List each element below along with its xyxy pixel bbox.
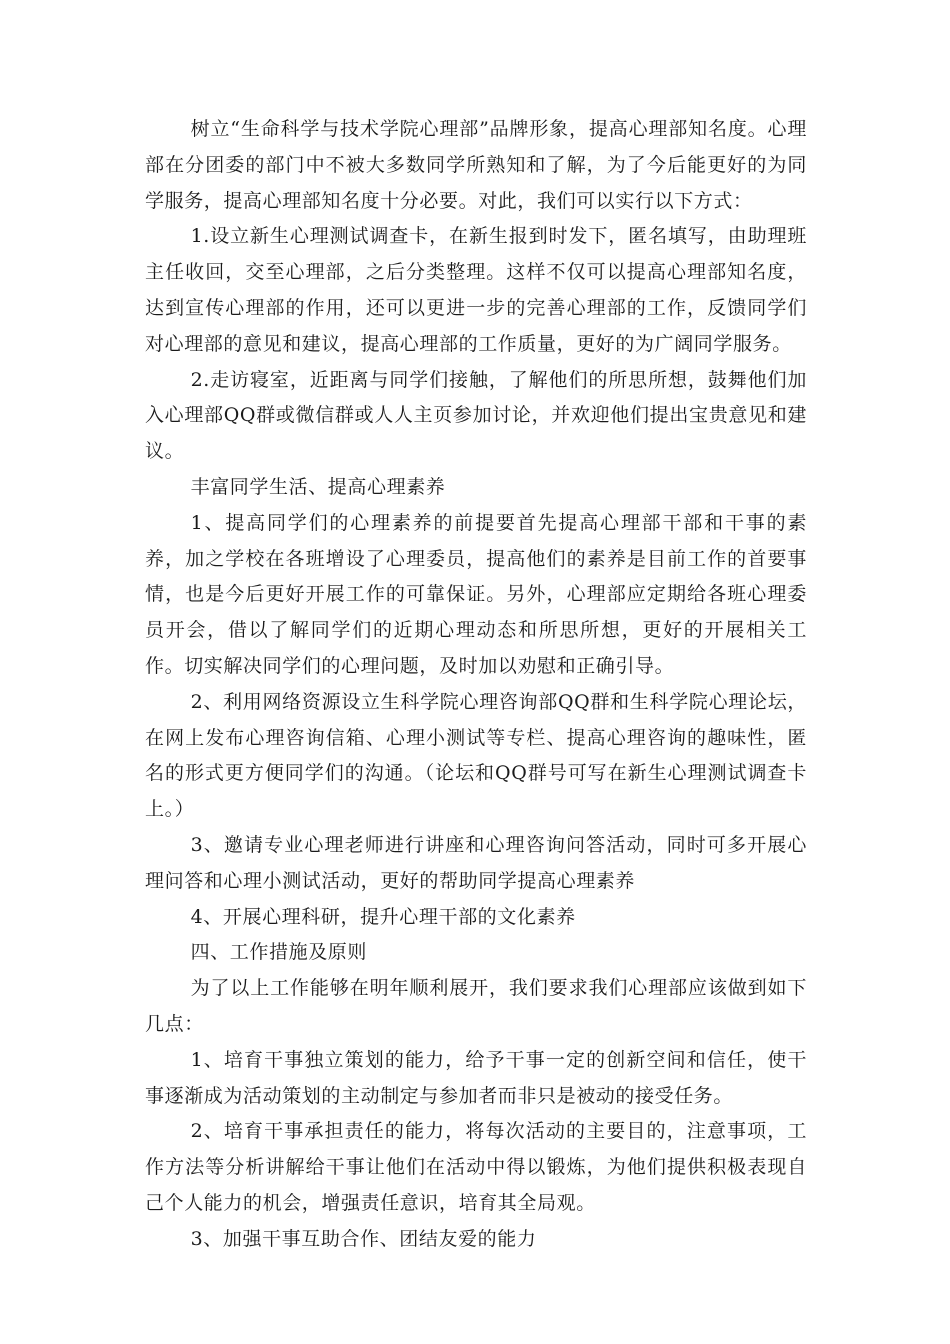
paragraph-item-invite-teachers: 3、邀请专业心理老师进行讲座和心理咨询问答活动，同时可多开展心理问答和心理小测试活动，更好的帮助同学提高心理素养 (145, 833, 807, 892)
section-heading-enrich-life: 丰富同学生活、提高心理素养 (190, 475, 446, 498)
paragraph-item-dorm-visit: 2.走访寝室，近距离与同学们接触，了解他们的所思所想，鼓舞他们加入心理部QQ群或微信群或人人主页参加讨论，并欢迎他们提出宝贵意见和建议。 (145, 368, 807, 463)
paragraph-item-cooperation: 3、加强干事互助合作、团结友爱的能力 (190, 1227, 537, 1250)
paragraph-item-independent-planning: 1、培育干事独立策划的能力，给予干事一定的创新空间和信任，使干事逐渐成为活动策划的主动制定与参加者而非只是被动的接受任务。 (145, 1048, 807, 1107)
paragraph-item-network-resources: 2、利用网络资源设立生科学院心理咨询部QQ群和生科学院心理论坛，在网上发布心理咨询信箱、心理小测试等专栏、提高心理咨询的趣味性，匿名的形式更方便同学们的沟通。（论坛和QQ群号可写在新生心理测试调查卡上。） (145, 690, 807, 821)
paragraph-requirements-intro: 为了以上工作能够在明年顺利展开，我们要求我们心理部应该做到如下几点： (145, 977, 807, 1035)
paragraph-item-improve-literacy: 1、提高同学们的心理素养的前提要首先提高心理部干部和干事的素养，加之学校在各班增设了心理委员，提高他们的素养是目前工作的首要事情，也是今后更好开展工作的可靠保证。另外，心理部应定期给各班心理委员开会，借以了解同学们的近期心理动态和所思所想，更好的开展相关工作。切实解决同学们的心理问题，及时加以劝慰和正确引导。 (145, 511, 807, 677)
section-heading-measures: 四、工作措施及原则 (190, 941, 367, 964)
document-body (145, 112, 807, 1258)
paragraph-item-survey-card: 1.设立新生心理测试调查卡，在新生报到时发下，匿名填写，由助理班主任收回，交至心理部，之后分类整理。这样不仅可以提高心理部知名度，达到宣传心理部的作用，还可以更进一步的完善心理部的工作，反馈同学们对心理部的意见和建议，提高心理部的工作质量，更好的为广阔同学服务。 (145, 225, 807, 355)
paragraph-item-research: 4、开展心理科研，提升心理干部的文化素养 (190, 905, 576, 928)
paragraph-item-responsibility: 2、培育干事承担责任的能力，将每次活动的主要目的，注意事项，工作方法等分析讲解给干事让他们在活动中得以锻炼，为他们提供积极表现自己个人能力的机会，增强责任意识，培育其全局观。 (145, 1120, 807, 1214)
paragraph-brand-image: 树立“生命科学与技术学院心理部”品牌形象，提高心理部知名度。心理部在分团委的部门中不被大多数同学所熟知和了解，为了今后能更好的为同学服务，提高心理部知名度十分必要。对此，我们可以实行以下方式： (145, 118, 807, 212)
